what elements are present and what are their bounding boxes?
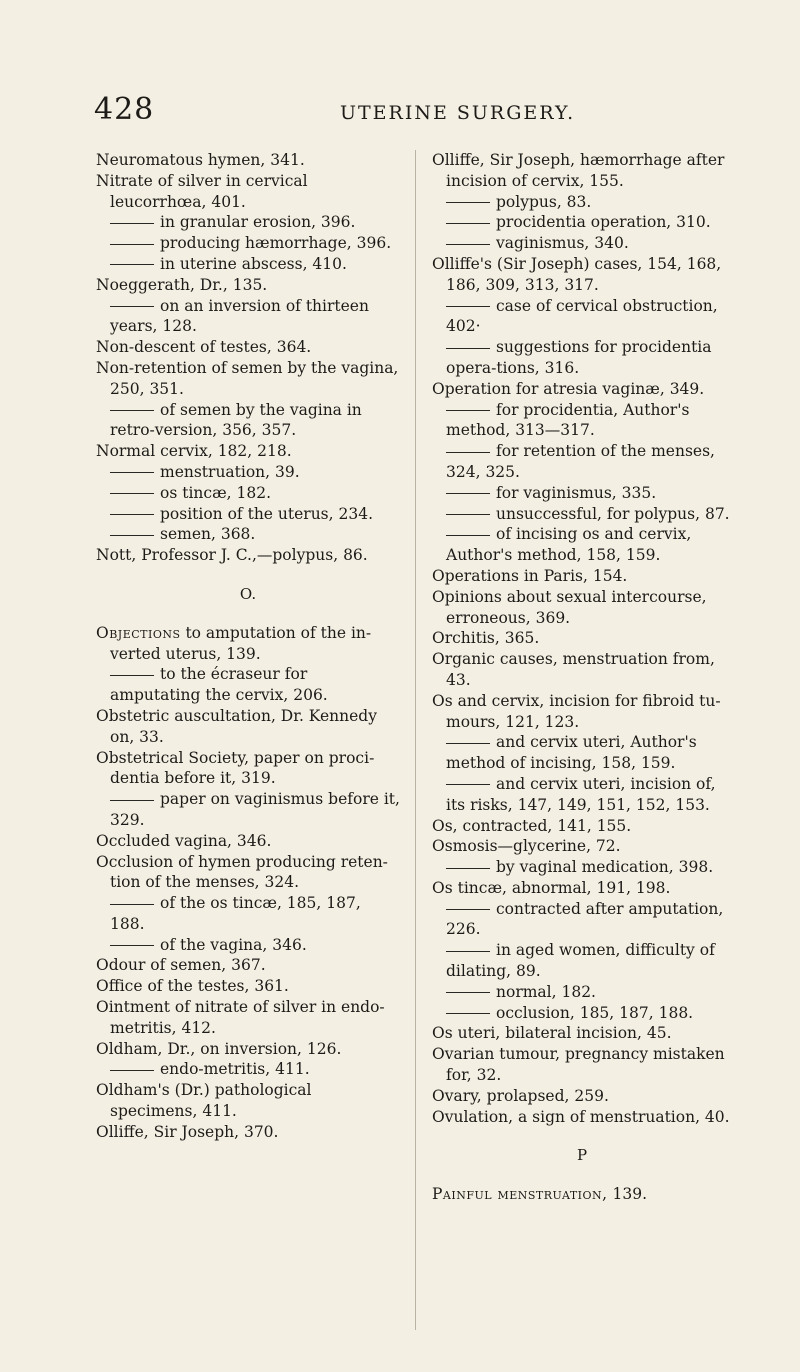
entry-text: Oldham's (Dr.) pathological specimens, 411.	[96, 1081, 312, 1121]
index-subentry	[96, 893, 400, 935]
index-subentry	[96, 483, 400, 504]
ditto-dash	[446, 951, 490, 952]
index-entry	[96, 1039, 400, 1060]
ditto-dash	[446, 223, 490, 224]
entry-text: on an inversion of thirteen years, 128.	[110, 296, 369, 336]
index-subentry	[96, 296, 400, 338]
index-subentry	[96, 233, 400, 254]
index-subentry	[432, 899, 732, 941]
entry-text: Opinions about sexual intercourse, erroneous, 369.	[432, 587, 707, 627]
index-entry	[96, 748, 400, 790]
entry-text: normal, 182.	[496, 982, 596, 1001]
entries-n	[96, 150, 400, 566]
ditto-dash	[110, 223, 154, 224]
ditto-dash	[110, 1070, 154, 1071]
ditto-dash	[110, 800, 154, 801]
ditto-dash	[446, 868, 490, 869]
index-entry	[96, 358, 400, 400]
entry-text: 139.	[607, 1185, 648, 1204]
index-column-left	[96, 150, 400, 1143]
entry-text: polypus, 83.	[496, 192, 592, 211]
index-entry	[432, 150, 732, 192]
entry-text: Ointment of nitrate of silver in endo-metritis, 412.	[96, 998, 385, 1037]
running-title: UTERINE SURGERY.	[340, 102, 576, 124]
ditto-dash	[110, 306, 154, 307]
entry-text: Oldham, Dr., on inversion, 126.	[96, 1039, 342, 1058]
entry-text: Operation for atresia vaginæ, 349.	[432, 379, 705, 398]
entry-text: and cervix uteri, incision of, its risks, 147, 149, 151, 152, 153.	[446, 774, 716, 814]
entry-text: Os tincæ, abnormal, 191, 198.	[432, 878, 671, 897]
entry-text: suggestions for procidentia opera-tions, 316.	[446, 338, 712, 377]
index-subentry	[96, 1059, 400, 1080]
entry-text: producing hæmorrhage, 396.	[160, 234, 392, 253]
entry-text: procidentia operation, 310.	[496, 213, 711, 232]
index-entry	[96, 1080, 400, 1122]
index-entry	[432, 649, 732, 691]
entry-text: Os uteri, bilateral incision, 45.	[432, 1024, 672, 1043]
index-subentry	[96, 254, 400, 275]
index-entry	[432, 1044, 732, 1086]
entry-text: in uterine abscess, 410.	[160, 254, 347, 273]
entry-text: Ovulation, a sign of menstruation, 40.	[432, 1107, 730, 1126]
entry-text: vaginismus, 340.	[496, 234, 629, 253]
index-entry	[432, 1184, 732, 1205]
entry-text: Occlusion of hymen producing reten-tion of the menses, 324.	[96, 852, 388, 892]
index-entry	[96, 1122, 400, 1143]
index-subentry	[96, 789, 400, 831]
index-subentry	[432, 483, 732, 504]
ditto-dash	[446, 410, 490, 411]
index-subentry	[96, 400, 400, 442]
ditto-dash	[110, 535, 154, 536]
entry-text: Occluded vagina, 346.	[96, 831, 272, 850]
ditto-dash	[110, 675, 154, 676]
index-entry	[432, 587, 732, 629]
entry-text: for procidentia, Author's method, 313—317.	[446, 400, 690, 440]
entry-text: Non-retention of semen by the vagina, 250, 351.	[96, 358, 399, 398]
index-subentry	[432, 774, 732, 816]
ditto-dash	[446, 784, 490, 785]
entry-text: Odour of semen, 367.	[96, 956, 266, 975]
entry-text: endo-metritis, 411.	[160, 1060, 310, 1079]
entry-text: Olliffe's (Sir Joseph) cases, 154, 168, 186, 309, 313, 317.	[432, 254, 722, 294]
page-header	[94, 92, 714, 132]
page-number: 428	[94, 92, 155, 127]
ditto-dash	[446, 909, 490, 910]
ditto-dash	[110, 244, 154, 245]
index-column-right	[432, 150, 732, 1205]
index-entry	[96, 955, 400, 976]
ditto-dash	[110, 264, 154, 265]
index-subentry	[432, 192, 732, 213]
entry-text: contracted after amputation, 226.	[446, 899, 724, 939]
index-subentry	[96, 212, 400, 233]
entry-text: and cervix uteri, Author's method of incising, 158, 159.	[446, 733, 697, 773]
entry-text: Osmosis—glycerine, 72.	[432, 837, 621, 856]
entry-text: unsuccessful, for polypus, 87.	[496, 504, 730, 523]
index-subentry	[432, 233, 732, 254]
entry-text: Ovarian tumour, pregnancy mistaken for, 32.	[432, 1045, 725, 1085]
index-subentry	[96, 524, 400, 545]
index-subentry	[96, 935, 400, 956]
ditto-dash	[110, 472, 154, 473]
index-subentry	[432, 940, 732, 982]
index-entry	[432, 1023, 732, 1044]
index-entry	[432, 1107, 732, 1128]
index-entry	[96, 997, 400, 1039]
ditto-dash	[110, 410, 154, 411]
section-letter-p: P	[576, 1146, 588, 1165]
index-entry	[432, 691, 732, 733]
index-entry	[96, 337, 400, 358]
index-subentry	[432, 504, 732, 525]
entry-text: os tincæ, 182.	[160, 483, 271, 502]
ditto-dash	[446, 535, 490, 536]
index-entry	[432, 1086, 732, 1107]
index-entry	[96, 150, 400, 171]
entry-text: case of cervical obstruction, 402·	[446, 296, 718, 336]
entry-text: to the écraseur for amputating the cervix, 206.	[110, 665, 328, 705]
ditto-dash	[110, 945, 154, 946]
index-subentry	[432, 337, 732, 379]
entry-text: to amputation of the in-verted uterus, 139.	[110, 623, 372, 663]
entry-text: Ovary, prolapsed, 259.	[432, 1086, 609, 1105]
entry-text: Organic causes, menstruation from, 43.	[432, 650, 715, 689]
entry-text: in granular erosion, 396.	[160, 213, 356, 232]
entry-text: Operations in Paris, 154.	[432, 566, 628, 585]
entry-text: in aged women, difficulty of dilating, 89.	[446, 941, 715, 981]
entry-text: semen, 368.	[160, 525, 256, 544]
index-subentry	[96, 462, 400, 483]
entry-text: Nott, Professor J. C.,—polypus, 86.	[96, 546, 368, 565]
index-entry	[96, 852, 400, 894]
entry-lead-smallcaps: Painful menstruation,	[432, 1185, 608, 1204]
entry-text: Os, contracted, 141, 155.	[432, 816, 632, 835]
entry-text: occlusion, 185, 187, 188.	[496, 1003, 694, 1022]
entry-text: position of the uterus, 234.	[160, 504, 373, 523]
entry-text: for retention of the menses, 324, 325.	[446, 442, 715, 481]
column-divider	[415, 150, 416, 1330]
entries-o	[96, 664, 400, 1142]
ditto-dash	[446, 493, 490, 494]
section-letter-o: O.	[239, 584, 257, 603]
index-entry	[432, 878, 732, 899]
index-entry	[432, 566, 732, 587]
ditto-dash	[446, 1013, 490, 1014]
entries-o-continued	[432, 150, 732, 1127]
entry-text: of semen by the vagina in retro-version, 356, 357.	[110, 400, 362, 440]
index-subentry	[432, 212, 732, 233]
index-entry	[96, 441, 400, 462]
index-entry	[432, 816, 732, 837]
entry-text: by vaginal medication, 398.	[496, 858, 714, 877]
entry-text: Olliffe, Sir Joseph, 370.	[96, 1122, 279, 1141]
entry-text: Non-descent of testes, 364.	[96, 338, 312, 357]
ditto-dash	[446, 244, 490, 245]
entry-text: Office of the testes, 361.	[96, 977, 289, 996]
index-subentry	[432, 441, 732, 483]
ditto-dash	[446, 202, 490, 203]
index-entry	[96, 976, 400, 997]
entry-text: of the vagina, 346.	[160, 935, 307, 954]
index-entry	[96, 831, 400, 852]
ditto-dash	[446, 514, 490, 515]
index-subentry	[432, 732, 732, 774]
ditto-dash	[446, 743, 490, 744]
entry-text: Nitrate of silver in cervical leucorrhœa, 401.	[96, 171, 308, 211]
entry-text: Normal cervix, 182, 218.	[96, 442, 292, 461]
ditto-dash	[446, 452, 490, 453]
entry-text: menstruation, 39.	[160, 462, 300, 481]
entry-text: paper on vaginismus before it, 329.	[110, 790, 400, 829]
index-entry	[432, 254, 732, 296]
index-subentry	[432, 1003, 732, 1024]
entry-text: Os and cervix, incision for fibroid tu-mours, 121, 123.	[432, 691, 721, 731]
entry-text: Obstetrical Society, paper on proci-dentia before it, 319.	[96, 748, 375, 788]
ditto-dash	[110, 514, 154, 515]
index-entry	[432, 628, 732, 649]
ditto-dash	[446, 992, 490, 993]
entry-text: Orchitis, 365.	[432, 629, 540, 648]
index-entry	[96, 171, 400, 213]
entry-text: Neuromatous hymen, 341.	[96, 151, 305, 169]
index-subentry	[432, 400, 732, 442]
entry-text: Olliffe, Sir Joseph, hæmorrhage after incision of cervix, 155.	[432, 151, 725, 190]
index-entry	[96, 706, 400, 748]
entry-text: for vaginismus, 335.	[496, 483, 657, 502]
index-subentry	[96, 664, 400, 706]
entry-text: Obstetric auscultation, Dr. Kennedy on, 33.	[96, 706, 377, 746]
ditto-dash	[110, 493, 154, 494]
index-entry	[96, 545, 400, 566]
index-entry	[96, 623, 400, 665]
ditto-dash	[110, 904, 154, 905]
entry-lead-smallcaps: Objections	[96, 623, 181, 642]
index-subentry	[96, 504, 400, 525]
index-entry	[432, 836, 732, 857]
entry-text: of incising os and cervix, Author's method, 158, 159.	[446, 525, 692, 565]
index-entry	[96, 275, 400, 296]
index-subentry	[432, 524, 732, 566]
index-subentry	[432, 857, 732, 878]
entry-text: Noeggerath, Dr., 135.	[96, 275, 268, 294]
ditto-dash	[446, 306, 490, 307]
index-entry	[432, 379, 732, 400]
index-subentry	[432, 982, 732, 1003]
entry-text: of the os tincæ, 185, 187, 188.	[110, 894, 361, 933]
index-subentry	[432, 296, 732, 338]
ditto-dash	[446, 348, 490, 349]
